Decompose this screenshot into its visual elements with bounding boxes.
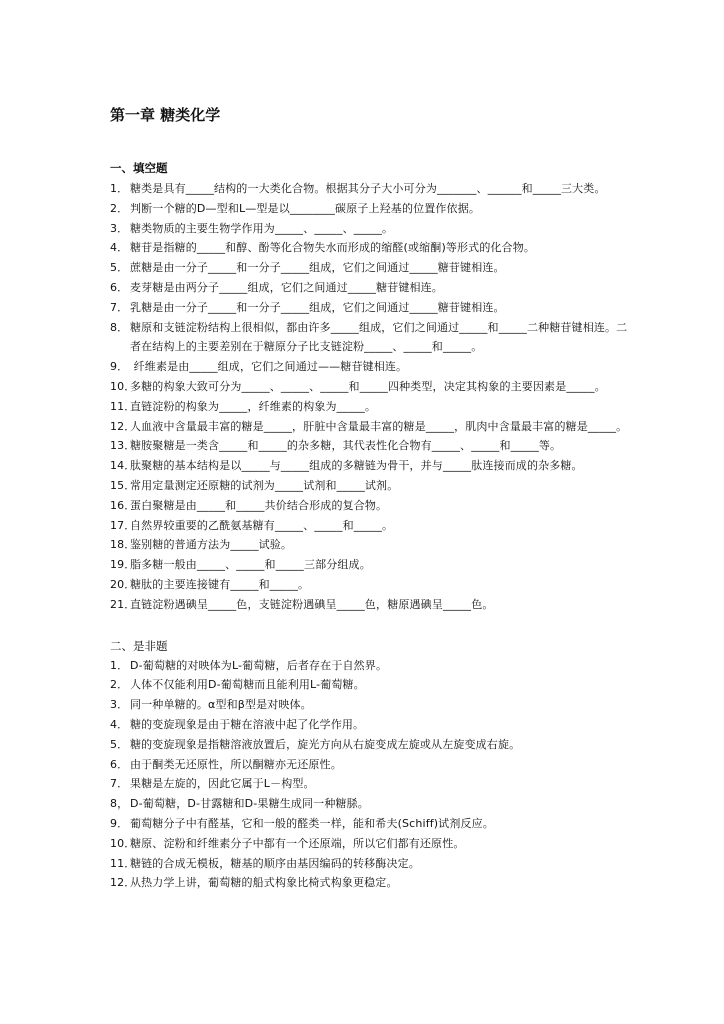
question-number: 9．	[110, 816, 129, 830]
question-item	[110, 675, 630, 695]
question-number: 14．	[110, 459, 136, 473]
question-text: 糖苷是指糖的_____和醇、酚等化合物失水而形成的缩醛(或缩酮)等形式的化合物。	[130, 241, 536, 255]
question-item	[110, 595, 630, 615]
question-item	[110, 496, 630, 516]
question-text: 常用定量测定还原糖的试剂为_____试剂和_____试剂。	[130, 478, 399, 492]
question-number: 9．	[110, 360, 129, 374]
question-text: 纤维素是由_____组成，它们之间通过——糖苷键相连。	[130, 360, 408, 374]
section-title-fill-in: 一、填空题	[110, 161, 168, 175]
question-number: 8，	[110, 797, 129, 811]
question-text: D-葡萄糖的对映体为L-葡萄糖，后者存在于自然界。	[130, 658, 388, 672]
question-text: 从热力学上讲，葡萄糖的船式构象比椅式构象更稳定。	[130, 876, 398, 890]
question-text: 糖肽的主要连接键有_____和_____。	[130, 577, 310, 591]
question-text: 蛋白聚糖是由_____和_____共价结合形成的复合物。	[130, 498, 388, 512]
question-item	[110, 715, 630, 735]
question-text: 糖链的合成无模板，糖基的顺序由基因编码的转移酶决定。	[130, 856, 420, 870]
question-item	[110, 735, 630, 755]
question-item	[110, 278, 630, 298]
question-text: 糖胺聚糖是一类含_____和_____的杂多糖，其代表性化合物有_____、_____和_____等。	[130, 439, 562, 453]
question-text: 蔗糖是由一分子_____和一分子_____组成，它们之间通过_____糖苷键相连。	[130, 261, 505, 275]
question-text: 麦芽糖是由两分子_____组成，它们之间通过_____糖苷键相连。	[130, 280, 443, 294]
question-item	[110, 755, 630, 775]
question-number: 20．	[110, 577, 136, 591]
question-item	[110, 238, 630, 258]
question-text: 糖原和支链淀粉结构上很相似，都由许多_____组成，它们之间通过_____和_____二种糖苷键相连。二者在结构上的主要差别在于糖原分子比支链淀粉_____、_____和_____。	[130, 320, 628, 354]
question-number: 7．	[110, 777, 129, 791]
question-text: 由于酮类无还原性，所以酮糖亦无还原性。	[130, 757, 342, 771]
question-text: 人体不仅能利用D-葡萄糖而且能利用L-葡萄糖。	[130, 678, 365, 692]
question-number: 18．	[110, 538, 136, 552]
question-text: 自然界较重要的乙酰氨基糖有_____、_____和_____。	[130, 518, 394, 532]
question-text: 糖的变旋现象是指糖溶液放置后，旋光方向从右旋变成左旋或从左旋变成右旋。	[130, 737, 521, 751]
question-item	[110, 656, 630, 676]
question-number: 12．	[110, 876, 136, 890]
question-item	[110, 555, 630, 575]
question-item	[110, 695, 630, 715]
question-text: 同一种单糖的。α型和β型是对映体。	[130, 698, 312, 712]
question-text: 多糖的构象大致可分为_____、_____、_____和_____四种类型，决定其构象的主要因素是_____。	[130, 379, 606, 393]
question-number: 13．	[110, 439, 136, 453]
question-number: 16．	[110, 498, 136, 512]
question-text: 直链淀粉遇碘呈_____色，支链淀粉遇碘呈_____色，糖原遇碘呈_____色。	[130, 597, 494, 611]
document-page	[110, 104, 630, 893]
question-number: 2．	[110, 201, 129, 215]
question-number: 5．	[110, 737, 129, 751]
question-text: 判断一个糖的D—型和L—型是以________碳原子上羟基的位置作依据。	[130, 201, 480, 215]
question-item	[110, 417, 630, 437]
question-number: 3．	[110, 221, 129, 235]
question-text: 乳糖是由一分子_____和一分子_____组成，它们之间通过_____糖苷键相连。	[130, 300, 505, 314]
chapter-title: 第一章 糖类化学	[110, 106, 221, 124]
question-number: 1．	[110, 182, 129, 195]
question-number: 8．	[110, 320, 129, 334]
fill-in-question-list	[110, 179, 630, 615]
question-item	[110, 476, 630, 496]
question-item	[110, 179, 630, 199]
question-text: 肽聚糖的基本结构是以_____与_____组成的多糖链为骨干，并与_____肽连接而成的杂多糖。	[130, 459, 583, 473]
question-number: 2．	[110, 678, 129, 692]
question-text: D-葡萄糖，D-甘露糖和D-果糖生成同一种糖脎。	[130, 797, 369, 811]
question-item	[110, 794, 630, 814]
question-text: 脂多糖一般由_____、_____和_____三部分组成。	[130, 558, 371, 572]
question-item	[110, 834, 630, 854]
question-number: 11．	[110, 856, 136, 870]
question-item	[110, 774, 630, 794]
question-text: 糖原、淀粉和纤维素分子中都有一个还原端，所以它们都有还原性。	[130, 836, 465, 850]
question-text: 糖的变旋现象是由于糖在溶液中起了化学作用。	[130, 717, 365, 731]
question-text: 人血液中含量最丰富的糖是_____，肝脏中含量最丰富的糖是_____，肌肉中含量最丰富的糖是_____。	[130, 419, 628, 433]
question-number: 5．	[110, 261, 129, 275]
question-text: 糖类是具有_____结构的一大类化合物。根据其分子大小可分为_______、______和_____三大类。	[130, 182, 606, 195]
question-text: 果糖是左旋的，因此它属于L－构型。	[130, 777, 315, 791]
question-item	[110, 535, 630, 555]
question-number: 19．	[110, 558, 136, 572]
question-item	[110, 258, 630, 278]
question-item	[110, 318, 630, 358]
question-item	[110, 397, 630, 417]
question-number: 10．	[110, 379, 136, 393]
question-item	[110, 456, 630, 476]
question-number: 1．	[110, 658, 129, 672]
question-number: 6．	[110, 280, 129, 294]
section-title-true-false: 二、是非题	[110, 638, 168, 653]
question-number: 21．	[110, 597, 136, 611]
question-item	[110, 814, 630, 834]
question-text: 葡萄糖分子中有醛基，它和一般的醛类一样，能和希夫(Schiff)试剂反应。	[130, 816, 494, 830]
question-item	[110, 377, 630, 397]
question-item	[110, 219, 630, 239]
question-item	[110, 298, 630, 318]
question-number: 4．	[110, 241, 129, 255]
question-number: 4．	[110, 717, 129, 731]
question-item	[110, 575, 630, 595]
question-number: 12．	[110, 419, 136, 433]
question-item	[110, 436, 630, 456]
question-number: 15．	[110, 478, 136, 492]
question-number: 6．	[110, 757, 129, 771]
question-item	[110, 854, 630, 874]
question-item	[110, 357, 630, 377]
question-number: 10．	[110, 836, 136, 850]
question-text: 糖类物质的主要生物学作用为_____、_____、_____。	[130, 221, 394, 235]
question-item	[110, 873, 630, 893]
question-number: 17．	[110, 518, 136, 532]
question-text: 直链淀粉的构象为_____，纤维素的构象为_____。	[130, 399, 377, 413]
question-number: 11．	[110, 399, 136, 413]
question-number: 7．	[110, 300, 129, 314]
true-false-question-list	[110, 656, 630, 894]
question-number: 3．	[110, 698, 129, 712]
question-text: 鉴别糖的普通方法为_____试验。	[130, 538, 293, 552]
question-item	[110, 199, 630, 219]
question-item	[110, 516, 630, 536]
